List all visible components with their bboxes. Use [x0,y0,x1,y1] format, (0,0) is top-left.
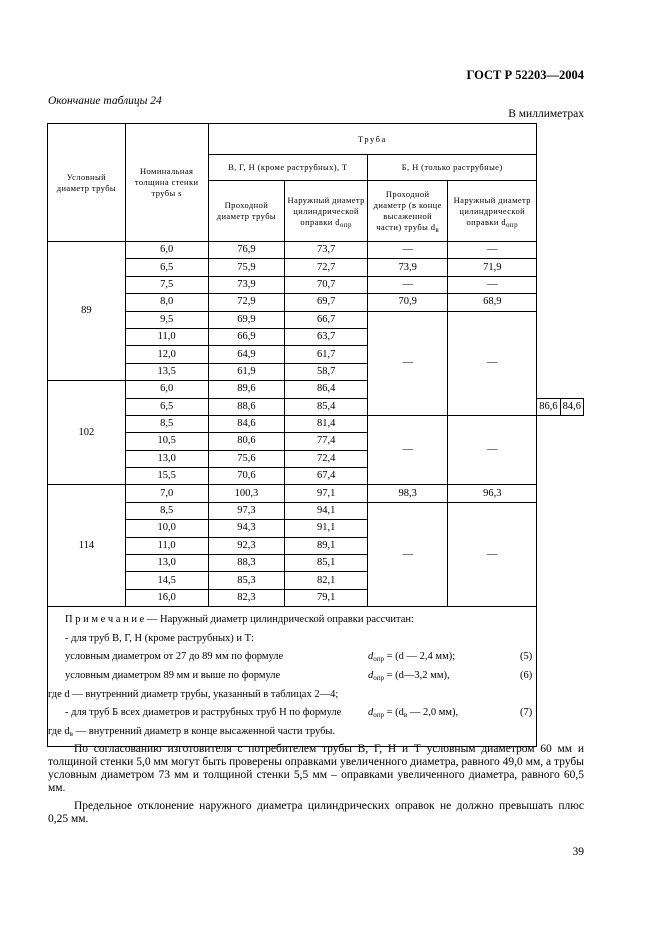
note-line-4: где d — внутренний диаметр трубы, указанный в таблицах 2—4; [48,688,339,700]
formula-7-rest: — 2,0 мм), [407,707,459,719]
note-line-6 [48,723,536,742]
bore-cell: 64,9 [208,346,285,363]
bore-cell: 88,3 [208,555,285,572]
diameter-cell: 89 [48,242,126,381]
thickness-cell: 6,5 [125,398,208,415]
header-mandrel-2-text: Наружный диаметр цилиндрической оправки d [453,194,531,227]
table-row [48,259,584,276]
thickness-cell: 11,0 [125,537,208,554]
mandrel-cell: 85,1 [285,555,368,572]
header-mandrel-1-text: Наружный диаметр цилиндрической оправки d [287,194,365,227]
formula-6 [368,667,450,686]
mandrel-cell: 82,1 [285,572,368,589]
bore-cell: 69,9 [208,311,285,328]
mandrel-cell: 85,4 [285,398,368,415]
thickness-cell: 6,0 [125,381,208,398]
bn-mandrel-cell: — [448,242,537,259]
bore-cell: 85,3 [208,572,285,589]
bn-mandrel-cell: — [448,415,537,485]
mandrel-cell: 66,7 [285,311,368,328]
formula-6-number: (6) [520,669,533,681]
bore-cell: 66,9 [208,328,285,345]
bn-bore-cell: 86,6 [537,398,560,415]
bn-mandrel-cell: — [448,502,537,606]
bore-cell: 82,3 [208,589,285,606]
header-pipe: Труба [208,124,537,155]
formula-7-mid: = (d [384,707,404,719]
bn-bore-cell: 98,3 [368,485,448,502]
bore-cell: 89,6 [208,381,285,398]
thickness-cell: 7,5 [125,276,208,293]
mandrel-cell: 73,7 [285,242,368,259]
bore-cell: 73,9 [208,276,285,293]
mandrel-cell: 58,7 [285,363,368,380]
bn-mandrel-cell: 68,9 [448,294,537,311]
bore-cell: 75,6 [208,450,285,467]
bn-bore-cell: 70,9 [368,294,448,311]
table-row [48,311,584,328]
thickness-cell: 6,0 [125,242,208,259]
header-mandrel-2 [448,181,537,242]
header-mandrel-1-sub: опр [339,220,352,229]
thickness-cell: 13,0 [125,450,208,467]
bore-cell: 61,9 [208,363,285,380]
header-bore-1: Проходной диаметр трубы [208,181,285,242]
formula-5-sub: опр [373,655,384,664]
thickness-cell: 14,5 [125,572,208,589]
mandrel-cell: 89,1 [285,537,368,554]
bore-cell: 84,6 [208,415,285,432]
thickness-cell: 8,5 [125,502,208,519]
bn-bore-cell: — [368,311,448,415]
bore-cell: 92,3 [208,537,285,554]
mandrel-cell: 70,7 [285,276,368,293]
thickness-cell: 10,0 [125,520,208,537]
bn-bore-cell: 73,9 [368,259,448,276]
note-line-5 [48,704,536,723]
formula-7 [368,704,458,723]
diameter-cell: 102 [48,381,126,485]
header-bore-2-sub: в [435,226,440,234]
note-label: П р и м е ч а н и е [65,614,145,626]
note-line-5-text: - для труб Б всех диаметров и раструбных труб Н по формуле [65,707,342,719]
thickness-cell: 6,5 [125,259,208,276]
bn-bore-cell: — [368,242,448,259]
header-group-bn: Б, Н (только раструбные) [368,155,537,181]
bn-bore-cell: — [368,276,448,293]
mandrel-cell: 77,4 [285,433,368,450]
thickness-cell: 7,0 [125,485,208,502]
note-line-2 [48,648,536,667]
paragraph-2: Предельное отклонение наружного диаметра цилиндрических оправок не должно превышать плюс 0,25 мм. [48,800,584,825]
formula-7-number: (7) [520,707,533,719]
units-note: В миллиметрах [508,108,584,120]
note-head [48,611,536,630]
mandrel-cell: 94,1 [285,502,368,519]
table-note [48,607,537,747]
thickness-cell: 15,5 [125,468,208,485]
mandrel-cell: 86,4 [285,381,368,398]
bore-cell: 70,6 [208,468,285,485]
formula-6-rest: = (d—3,2 мм), [384,669,450,681]
table-title: Окончание таблицы 24 [48,95,162,107]
mandrel-table [47,123,584,747]
note-line-6-sub: в [69,729,73,738]
header-bore-2 [368,181,448,242]
note-line-3 [48,667,536,686]
mandrel-cell: 91,1 [285,520,368,537]
formula-5-number: (5) [520,651,533,663]
header-mandrel-2-sub: опр [506,220,518,229]
standard-header: ГОСТ Р 52203—2004 [466,68,584,82]
note-line-6-pre: где d [48,725,70,737]
table-row [48,276,584,293]
thickness-cell: 16,0 [125,589,208,606]
formula-6-var: d [368,669,374,681]
mandrel-cell: 79,1 [285,589,368,606]
bore-cell: 75,9 [208,259,285,276]
thickness-cell: 13,0 [125,555,208,572]
bn-bore-cell: — [368,415,448,485]
mandrel-cell: 72,7 [285,259,368,276]
thickness-cell: 9,5 [125,311,208,328]
bore-cell: 72,9 [208,294,285,311]
header-mandrel-1 [285,181,368,242]
thickness-cell: 13,5 [125,363,208,380]
table-row [48,485,584,502]
header-bore-2-text: Проходной диаметр (в конце высаженной части) трубы d [373,189,442,232]
bn-mandrel-cell: 71,9 [448,259,537,276]
formula-5-rest: = (d — 2,4 мм); [384,651,456,663]
bn-mandrel-cell: — [448,311,537,415]
bn-bore-cell: — [368,502,448,606]
diameter-cell: 114 [48,485,126,607]
mandrel-cell: 69,7 [285,294,368,311]
header-thickness: Номинальная толщина стенки трубы s [125,124,208,242]
bore-cell: 94,3 [208,520,285,537]
table-row [48,242,584,259]
mandrel-cell: 61,7 [285,346,368,363]
bore-cell: 100,3 [208,485,285,502]
bn-mandrel-cell: — [448,276,537,293]
header-diameter: Условный диаметр трубы [48,124,126,242]
page-number: 39 [572,846,584,858]
bn-mandrel-cell: 84,6 [560,398,583,415]
header-group-vgnt: В, Г, Н (кроме раструбных), Т [208,155,368,181]
thickness-cell: 8,5 [125,415,208,432]
mandrel-cell: 72,4 [285,450,368,467]
note-line-2-text: условным диаметром от 27 до 89 мм по формуле [65,651,284,663]
table-row [48,294,584,311]
formula-5 [368,648,455,667]
formula-5-var: d [368,651,374,663]
bore-cell: 76,9 [208,242,285,259]
note-line-1: - для труб В, Г, Н (кроме раструбных) и Т: [65,632,254,644]
mandrel-cell: 63,7 [285,328,368,345]
paragraph-1: По согласованию изготовителя с потребителем трубы В, Г, Н и Т условным диаметром 60 мм и толщиной стенки 5,0 мм могут быть проверены оправками увеличенного диаметра, равного 49,0 мм, а трубы условным диаметром 73 мм и толщиной стенки 5,5 мм – оправками увеличенного диаметра, равного 60,5 мм. [48,743,584,794]
thickness-cell: 11,0 [125,328,208,345]
table-row [48,415,584,432]
mandrel-cell: 67,4 [285,468,368,485]
formula-7-sub: опр [373,711,384,720]
thickness-cell: 8,0 [125,294,208,311]
note-line-6-post: — внутренний диаметр в конце высаженной части трубы. [72,725,336,737]
table-row [48,502,584,519]
mandrel-cell: 81,4 [285,415,368,432]
bore-cell: 97,3 [208,502,285,519]
thickness-cell: 12,0 [125,346,208,363]
mandrel-cell: 97,1 [285,485,368,502]
note-line-3-text: условным диаметром 89 мм и выше по формуле [65,669,281,681]
formula-7-var: d [368,707,374,719]
note-head-text: — Наружный диаметр цилиндрической оправки рассчитан: [144,614,414,626]
formula-7-sub2: в [403,711,408,720]
thickness-cell: 10,5 [125,433,208,450]
bore-cell: 88,6 [208,398,285,415]
bore-cell: 80,6 [208,433,285,450]
formula-6-sub: опр [373,673,384,682]
bn-mandrel-cell: 96,3 [448,485,537,502]
